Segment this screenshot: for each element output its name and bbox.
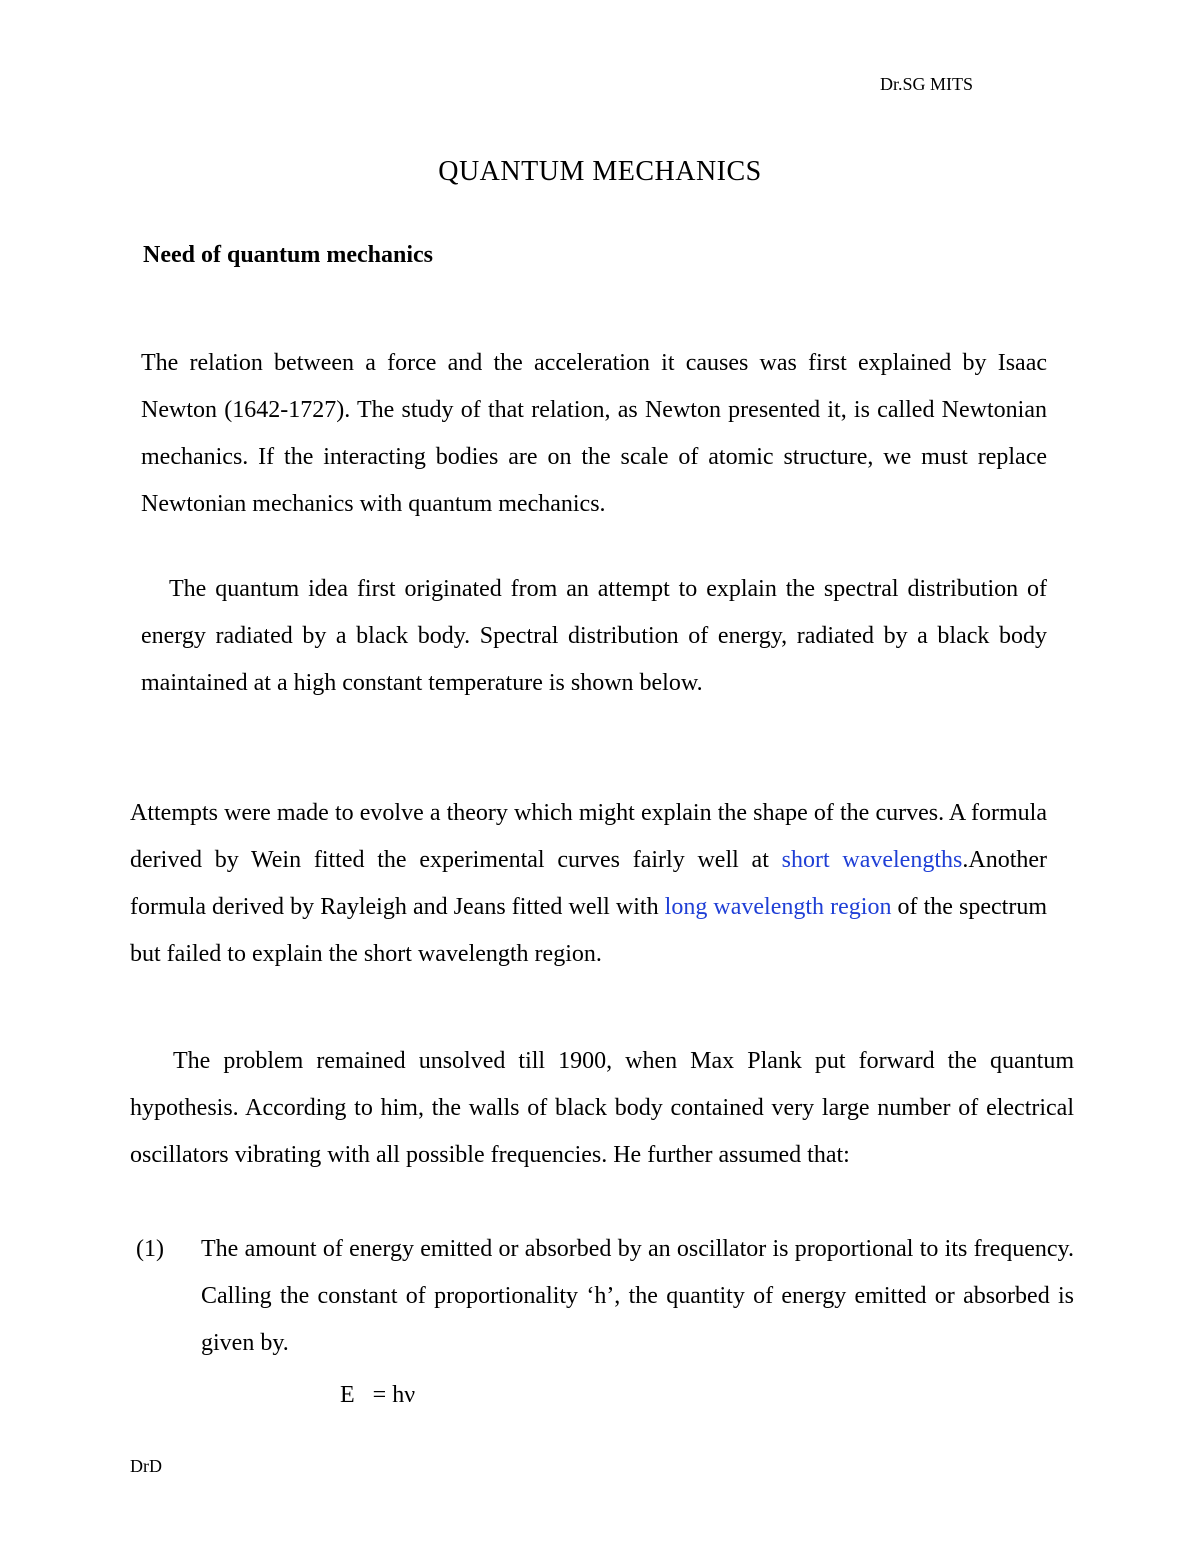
section-heading: Need of quantum mechanics <box>143 242 434 268</box>
list-item <box>130 1226 1074 1367</box>
paragraph-text-segment: .Another formula derived by Rayleigh and Jeans fitted well with <box>130 847 1048 920</box>
paragraph-text-segment: of the spectrum but failed to explain the short wavelength region. <box>130 894 1048 967</box>
footer-author-tag: DrD <box>130 1456 162 1476</box>
short-wavelengths-link[interactable]: short wavelengths <box>781 847 963 873</box>
paragraph-newtonian-mechanics: The relation between a force and the acceleration it causes was first explained by Isaac Newton (1642-1727). The study of that relation, as Newton presented it, is called Newtonian mechanics. If the interacting bodies are on the scale of atomic structure, we must replace Newtonian mechanics with quantum mechanics. <box>141 350 1047 517</box>
paragraph-quantum-idea: The quantum idea first originated from an attempt to explain the spectral distribution of energy radiated by a black body. Spectral distribution of energy, radiated by a black body maintained at a high constant temperature is shown below. <box>141 576 1047 696</box>
header-author-tag: Dr.SG MITS <box>880 74 974 94</box>
page-title: QUANTUM MECHANICS <box>438 156 762 187</box>
list-item-text: The amount of energy emitted or absorbed by an oscillator is proportional to its frequency. Calling the constant of proportionality ‘h’, the quantity of energy emitted or absorbed is given by. <box>201 1236 1074 1356</box>
paragraph-attempts-theory <box>130 790 1047 978</box>
energy-equation: E = hν <box>340 1382 416 1408</box>
paragraph-max-plank: The problem remained unsolved till 1900, when Max Plank put forward the quantum hypothesis. According to him, the walls of black body contained very large number of electrical oscillators vibrating with all possible frequencies. He further assumed that: <box>130 1048 1074 1168</box>
long-wavelength-region-link[interactable]: long wavelength region <box>664 894 892 920</box>
list-item-number: (1) <box>136 1236 164 1262</box>
paragraph-text-segment: Attempts were made to evolve a theory which might explain the shape of the curves. A formula derived by Wein fitted the experimental curves fairly well at <box>130 800 1047 873</box>
